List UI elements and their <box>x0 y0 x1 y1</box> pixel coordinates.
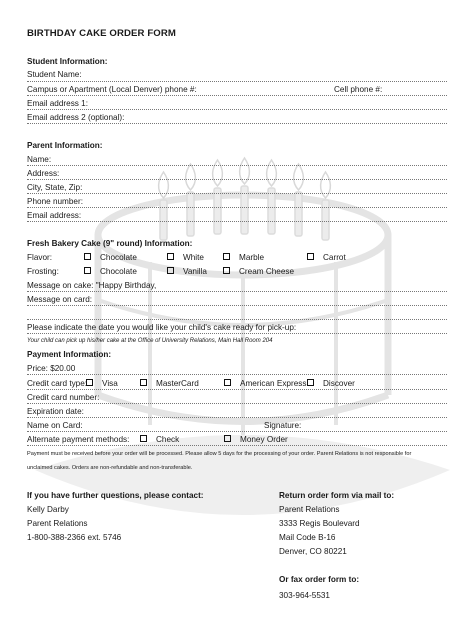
mail-line-4: Denver, CO 80221 <box>279 547 347 556</box>
fax-number: 303-964-5531 <box>279 591 330 600</box>
parent-email-line[interactable] <box>27 221 447 222</box>
mail-line-1: Parent Relations <box>279 505 340 514</box>
payment-note-1: Payment must be received before your order will be processed. Please allow 5 days for the processing of your order. Parent Relations is not responsible for <box>27 451 412 457</box>
checkbox-icon[interactable] <box>224 379 231 386</box>
mail-line-2: 3333 Regis Boulevard <box>279 519 360 528</box>
parent-city-label: City, State, Zip: <box>27 183 83 192</box>
checkbox-icon[interactable] <box>140 379 147 386</box>
pickup-date-label: Please indicate the date you would like your child's cake ready for pick-up: <box>27 323 297 332</box>
contact-phone: 1-800-388-2366 ext. 5746 <box>27 533 122 542</box>
checkbox-icon[interactable] <box>224 435 231 442</box>
price-text: Price: $20.00 <box>27 364 76 373</box>
form-title: BIRTHDAY CAKE ORDER FORM <box>27 28 176 39</box>
flavor-label: Flavor: <box>27 253 53 262</box>
alt-option-check[interactable]: Check <box>140 435 179 445</box>
cake-message-label: Message on cake: "Happy Birthday, <box>27 281 157 290</box>
card-message-line[interactable] <box>27 305 447 306</box>
flavor-option-marble[interactable]: Marble <box>223 253 264 263</box>
card-number-line[interactable] <box>27 403 447 404</box>
expiration-line[interactable] <box>27 417 447 418</box>
frosting-option-vanilla[interactable]: Vanilla <box>167 267 207 277</box>
expiration-label: Expiration date: <box>27 407 84 416</box>
checkbox-icon[interactable] <box>223 253 230 260</box>
checkbox-icon[interactable] <box>223 267 230 274</box>
student-heading: Student Information: <box>27 57 108 66</box>
alt-payment-line <box>27 445 447 446</box>
parent-address-line[interactable] <box>27 179 447 180</box>
cake-message-line[interactable] <box>27 291 447 292</box>
card-option-mastercard[interactable]: MasterCard <box>140 379 199 389</box>
name-signature-line[interactable] <box>27 431 447 432</box>
checkbox-icon[interactable] <box>86 379 93 386</box>
checkbox-icon[interactable] <box>307 253 314 260</box>
name-on-card-label: Name on Card: <box>27 421 83 430</box>
card-type-label: Credit card type: <box>27 379 88 388</box>
card-message-line-2[interactable] <box>27 319 447 320</box>
pickup-date-line[interactable] <box>27 333 447 334</box>
flavor-option-carrot[interactable]: Carrot <box>307 253 346 263</box>
student-name-label: Student Name: <box>27 70 82 79</box>
checkbox-icon[interactable] <box>167 253 174 260</box>
contact-name: Kelly Darby <box>27 505 69 514</box>
flavor-option-white[interactable]: White <box>167 253 204 263</box>
pickup-note: Your child can pick up his/her cake at the Office of University Relations, Main Hall Room 204 <box>27 338 273 344</box>
checkbox-icon[interactable] <box>84 267 91 274</box>
card-option-discover[interactable]: Discover <box>307 379 355 389</box>
parent-phone-label: Phone number: <box>27 197 83 206</box>
fax-heading: Or fax order form to: <box>279 575 360 584</box>
cake-heading: Fresh Bakery Cake (9" round) Information: <box>27 239 193 248</box>
parent-address-label: Address: <box>27 169 60 178</box>
parent-name-label: Name: <box>27 155 52 164</box>
student-email1-line[interactable] <box>27 109 447 110</box>
parent-heading: Parent Information: <box>27 141 103 150</box>
signature-label: Signature: <box>264 421 302 430</box>
frosting-option-chocolate[interactable]: Chocolate <box>84 267 137 277</box>
parent-name-line[interactable] <box>27 165 447 166</box>
payment-heading: Payment Information: <box>27 350 112 359</box>
card-option-amex[interactable]: American Express <box>224 379 306 389</box>
alt-payment-label: Alternate payment methods: <box>27 435 130 444</box>
payment-note-2: unclaimed cakes. Orders are non-refundable and non-transferable. <box>27 465 193 471</box>
checkbox-icon[interactable] <box>167 267 174 274</box>
alt-option-money-order[interactable]: Money Order <box>224 435 288 445</box>
frosting-option-cream-cheese[interactable]: Cream Cheese <box>223 267 294 277</box>
card-number-label: Credit card number: <box>27 393 100 402</box>
student-email2-line[interactable] <box>27 123 447 124</box>
checkbox-icon[interactable] <box>307 379 314 386</box>
flavor-option-chocolate[interactable]: Chocolate <box>84 253 137 263</box>
card-type-line <box>27 389 447 390</box>
parent-city-line[interactable] <box>27 193 447 194</box>
checkbox-icon[interactable] <box>140 435 147 442</box>
student-email1-label: Email address 1: <box>27 99 88 108</box>
contact-dept: Parent Relations <box>27 519 88 528</box>
contact-heading: If you have further questions, please contact: <box>27 491 204 500</box>
frosting-label: Frosting: <box>27 267 59 276</box>
price-line <box>27 374 447 375</box>
mail-line-3: Mail Code B-16 <box>279 533 336 542</box>
student-phone-label: Campus or Apartment (Local Denver) phone #: <box>27 85 197 94</box>
student-phone-line[interactable] <box>27 95 447 96</box>
card-message-label: Message on card: <box>27 295 93 304</box>
checkbox-icon[interactable] <box>84 253 91 260</box>
student-cell-label: Cell phone #: <box>334 85 383 94</box>
mail-heading: Return order form via mail to: <box>279 491 395 500</box>
student-name-line[interactable] <box>27 81 447 82</box>
card-option-visa[interactable]: Visa <box>86 379 118 389</box>
student-email2-label: Email address 2 (optional): <box>27 113 125 122</box>
parent-phone-line[interactable] <box>27 207 447 208</box>
parent-email-label: Email address: <box>27 211 82 220</box>
